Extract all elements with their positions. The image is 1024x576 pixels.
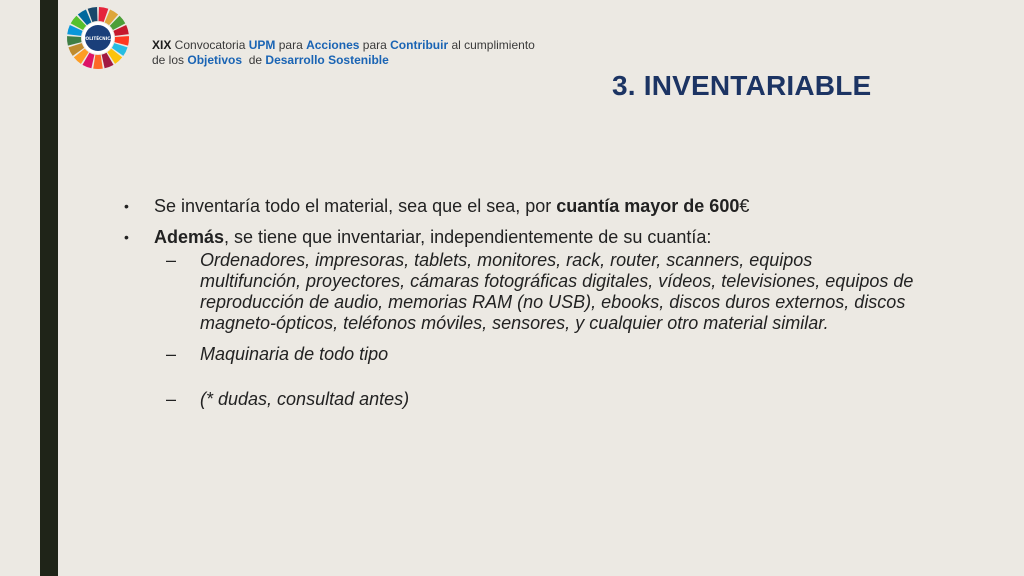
sub-text: (* dudas, consultad antes) [200, 389, 410, 409]
header-caption [152, 38, 535, 68]
header-upm: UPM [248, 38, 276, 52]
bullet-item [118, 196, 918, 217]
header-text-6: de [242, 53, 266, 67]
header-text-4: al cumplimiento [448, 38, 535, 52]
header-text-5: de los [152, 53, 188, 67]
header-line-2 [152, 53, 535, 68]
sdg-wheel-logo [66, 6, 130, 70]
header-acciones: Acciones [306, 38, 360, 52]
sub-dash: – [166, 250, 177, 270]
bullet-item [118, 227, 918, 248]
sub-item [166, 250, 918, 334]
header-desarrollo: Desarrollo Sostenible [265, 53, 389, 67]
sub-item [166, 389, 918, 410]
left-accent-bar [40, 0, 58, 576]
sub-item [166, 344, 918, 365]
bullet-text [154, 196, 749, 217]
bullet-mark: • [124, 229, 129, 245]
bullet-text [154, 227, 711, 248]
bullet-text-tail: € [739, 196, 750, 216]
bullet-text-plain: Se inventaría todo el material, sea que el sea, por [154, 196, 557, 216]
header-roman: XIX [152, 38, 172, 52]
page-title: 3. INVENTARIABLE [612, 70, 872, 101]
header-objetivos: Objetivos [187, 53, 243, 67]
slide-content [118, 196, 918, 422]
sub-dash: – [166, 344, 177, 364]
bullet-text-bold: cuantía mayor de 600 [556, 196, 740, 216]
sub-dash: – [166, 389, 177, 409]
logo-label: POLITÉCNICA [82, 36, 114, 41]
sub-text: Ordenadores, impresoras, tablets, monitores, rack, router, scanners, equipos multifunción, proyectores, cámaras fotográficas digitales, vídeos, televisiones, equipos de reproducción de audio, memorias RAM (no USB), ebooks, discos duros externos, discos magneto-ópticos, teléfonos móviles, sensores, y cualquier otro material similar. [200, 250, 914, 333]
bullet-text-plain: , se tiene que inventariar, independientemente de su cuantía: [224, 227, 712, 247]
sub-text: Maquinaria de todo tipo [200, 344, 389, 364]
header-text-3: para [359, 38, 391, 52]
header-text-1: Convocatoria [171, 38, 249, 52]
header-line-1 [152, 38, 535, 53]
header-contribuir: Contribuir [390, 38, 449, 52]
bullet-text-bold: Además [154, 227, 225, 247]
sdg-segment [93, 55, 103, 69]
header-text-2: para [275, 38, 307, 52]
bullet-mark: • [124, 198, 129, 214]
